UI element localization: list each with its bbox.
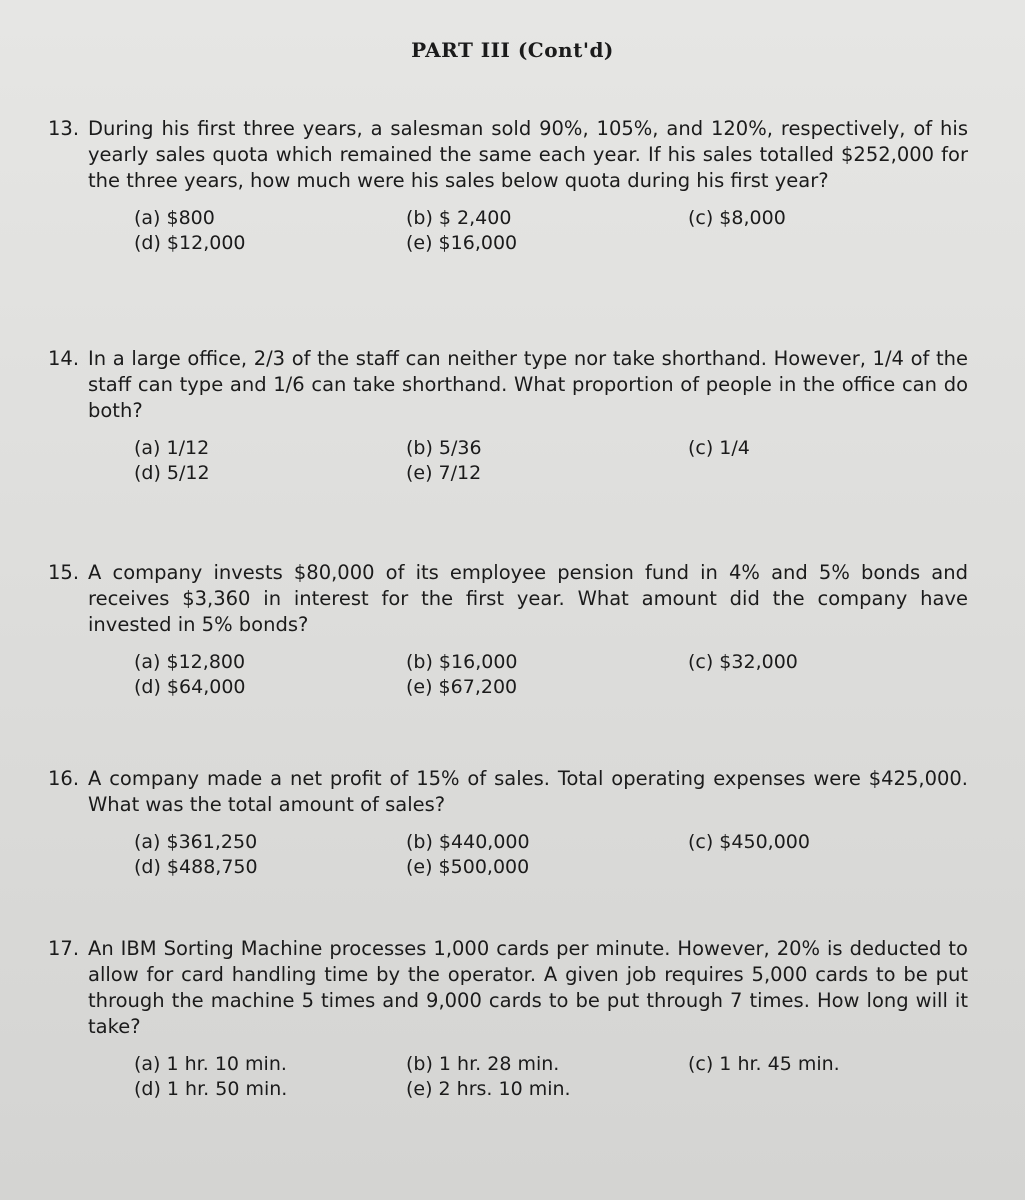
option-d: (d) 1 hr. 50 min.	[134, 1078, 288, 1100]
question-16	[48, 766, 968, 880]
option-b: (b) 5/36	[406, 437, 482, 459]
question-text: An IBM Sorting Machine processes 1,000 cards per minute. However, 20% is deducted to allow for card handling time by the operator. A given job requires 5,000 cards to be put through the machine 5 times and 9,000 cards to be put through 7 times. How long will it take?	[88, 937, 968, 1038]
option-a: (a) 1 hr. 10 min.	[134, 1053, 287, 1075]
question-number: 15.	[48, 561, 80, 584]
option-a: (a) $800	[134, 207, 215, 229]
option-b: (b) 1 hr. 28 min.	[406, 1053, 560, 1075]
option-c: (c) $32,000	[688, 651, 798, 673]
option-a: (a) $361,250	[134, 831, 258, 853]
option-c: (c) $8,000	[688, 207, 786, 229]
question-text: In a large office, 2/3 of the staff can neither type nor take shorthand. However, 1/4 of the staff can type and 1/6 can take shorthand. What proportion of people in the office can do both?	[88, 347, 968, 422]
option-d: (d) $12,000	[134, 232, 246, 254]
option-b: (b) $ 2,400	[406, 207, 512, 229]
question-number: 17.	[48, 937, 80, 960]
option-e: (e) $67,200	[406, 676, 518, 698]
option-e: (e) $16,000	[406, 232, 518, 254]
option-e: (e) $500,000	[406, 856, 530, 878]
question-17	[48, 936, 968, 1102]
option-b: (b) $440,000	[406, 831, 530, 853]
option-e: (e) 7/12	[406, 462, 482, 484]
page-heading: PART III (Cont'd)	[411, 38, 614, 62]
question-text: A company invests $80,000 of its employee pension fund in 4% and 5% bonds and receives $3,360 in interest for the first year. What amount did the company have invested in 5% bonds?	[88, 561, 968, 636]
answer-options	[134, 650, 968, 700]
question-number: 14.	[48, 347, 80, 370]
question-number: 13.	[48, 117, 80, 140]
question-13	[48, 116, 968, 256]
question-number: 16.	[48, 767, 80, 790]
answer-options	[134, 436, 968, 486]
answer-options	[134, 1052, 968, 1102]
question-14	[48, 346, 968, 486]
option-d: (d) 5/12	[134, 462, 210, 484]
option-d: (d) $488,750	[134, 856, 258, 878]
question-15	[48, 560, 968, 700]
option-c: (c) $450,000	[688, 831, 810, 853]
option-d: (d) $64,000	[134, 676, 246, 698]
option-a: (a) $12,800	[134, 651, 246, 673]
option-c: (c) 1/4	[688, 437, 750, 459]
option-a: (a) 1/12	[134, 437, 210, 459]
answer-options	[134, 206, 968, 256]
option-c: (c) 1 hr. 45 min.	[688, 1053, 840, 1075]
question-text: During his first three years, a salesman sold 90%, 105%, and 120%, respectively, of his yearly sales quota which remained the same each year. If his sales totalled $252,000 for the three years, how much were his sales below quota during his first year?	[88, 117, 968, 192]
question-text: A company made a net profit of 15% of sales. Total operating expenses were $425,000. What was the total amount of sales?	[88, 767, 968, 816]
option-e: (e) 2 hrs. 10 min.	[406, 1078, 571, 1100]
option-b: (b) $16,000	[406, 651, 518, 673]
answer-options	[134, 830, 968, 880]
